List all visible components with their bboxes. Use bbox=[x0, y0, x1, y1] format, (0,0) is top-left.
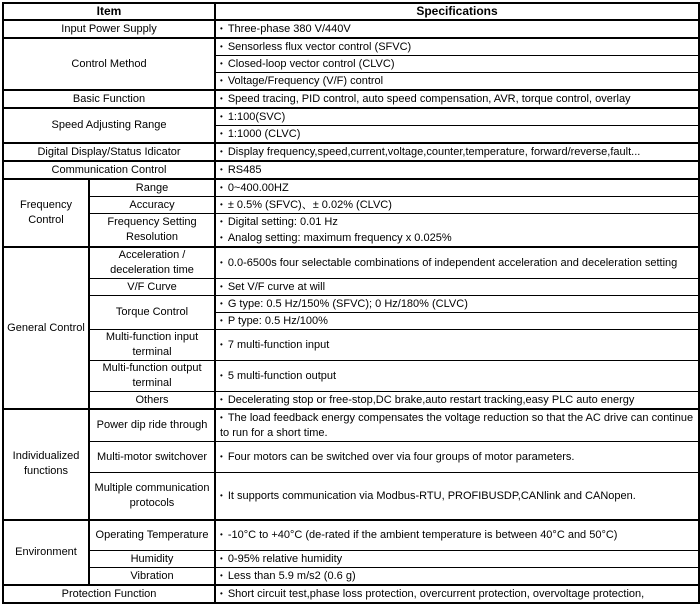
spec-line: • Less than 5.9 m/s2 (0.6 g) bbox=[220, 568, 694, 584]
spec-line: • 7 multi-function input bbox=[220, 337, 694, 353]
spec-multi-function-input bbox=[215, 330, 699, 361]
spec-speed-adjusting-range-1 bbox=[215, 126, 699, 144]
spec-line: • Speed tracing, PID control, auto speed compensation, AVR, torque control, overlay bbox=[220, 91, 694, 107]
item-multi-function-input: Multi-function input terminal bbox=[89, 330, 215, 361]
spec-torque-control-0 bbox=[215, 296, 699, 313]
spec-line: • G type: 0.5 Hz/150% (SFVC); 0 Hz/180% (CLVC) bbox=[220, 296, 694, 312]
spec-line: • It supports communication via Modbus-RTU, PROFIBUSDP,CANlink and CANopen. bbox=[220, 488, 694, 504]
spec-line: • Three-phase 380 V/440V bbox=[220, 21, 694, 37]
spec-line: • 5 multi-function output bbox=[220, 368, 694, 384]
spec-line: • Four motors can be switched over via four groups of motor parameters. bbox=[220, 449, 694, 465]
row-speed-adjusting-range-1 bbox=[3, 108, 699, 126]
row-basic-function bbox=[3, 90, 699, 108]
group-environment: Environment bbox=[3, 520, 89, 586]
spec-line: • Analog setting: maximum frequency x 0.025% bbox=[220, 230, 694, 246]
spec-line: • Short circuit test,phase loss protection, overcurrent protection, overvoltage protection, bbox=[220, 586, 694, 602]
spec-line: • 1:100(SVC) bbox=[220, 109, 694, 125]
row-frequency-setting-resolution bbox=[3, 214, 699, 248]
item-basic-function: Basic Function bbox=[3, 90, 215, 108]
spec-line: • -10°C to +40°C (de-rated if the ambient temperature is between 40°C and 50°C) bbox=[220, 527, 694, 543]
item-communication-control: Communication Control bbox=[3, 161, 215, 179]
spec-multi-motor-switchover bbox=[215, 442, 699, 473]
spec-line: • ± 0.5% (SFVC)、± 0.02% (CLVC) bbox=[220, 197, 694, 213]
spec-others bbox=[215, 392, 699, 410]
spec-line: • Set V/F curve at will bbox=[220, 279, 694, 295]
row-multi-function-output bbox=[3, 361, 699, 392]
spec-line: • P type: 0.5 Hz/100% bbox=[220, 313, 694, 329]
item-vibration: Vibration bbox=[89, 568, 215, 586]
spec-line: • Voltage/Frequency (V/F) control bbox=[220, 73, 694, 89]
row-accel-decel-time bbox=[3, 247, 699, 279]
row-vf-curve bbox=[3, 279, 699, 296]
spec-control-method-1 bbox=[215, 56, 699, 73]
row-operating-temperature bbox=[3, 520, 699, 551]
spec-basic-function bbox=[215, 90, 699, 108]
item-power-dip-ride-through: Power dip ride through bbox=[89, 409, 215, 442]
group-frequency-control: Frequency Control bbox=[3, 179, 89, 247]
spec-line: • Sensorless flux vector control (SFVC) bbox=[220, 39, 694, 55]
spec-line: • The load feedback energy compensates the voltage reduction so that the AC drive can continue to run for a short time. bbox=[220, 410, 694, 441]
row-vibration bbox=[3, 568, 699, 586]
row-others bbox=[3, 392, 699, 410]
row-digital-display bbox=[3, 143, 699, 161]
spec-line: • 0-95% relative humidity bbox=[220, 551, 694, 567]
row-frequency-accuracy bbox=[3, 197, 699, 214]
item-accel-decel-time: Acceleration / deceleration time bbox=[89, 247, 215, 279]
item-vf-curve: V/F Curve bbox=[89, 279, 215, 296]
spec-frequency-accuracy bbox=[215, 197, 699, 214]
row-input-power-supply bbox=[3, 20, 699, 38]
item-input-power-supply: Input Power Supply bbox=[3, 20, 215, 38]
spec-line: • Digital setting: 0.01 Hz bbox=[220, 214, 694, 230]
header-row bbox=[3, 3, 699, 20]
item-operating-temperature: Operating Temperature bbox=[89, 520, 215, 551]
item-frequency-setting-resolution: Frequency Setting Resolution bbox=[89, 214, 215, 248]
spec-vf-curve bbox=[215, 279, 699, 296]
spec-multiple-communication-protocols bbox=[215, 473, 699, 520]
spec-humidity bbox=[215, 551, 699, 568]
spec-line: • Closed-loop vector control (CLVC) bbox=[220, 56, 694, 72]
spec-communication-control bbox=[215, 161, 699, 179]
spec-accel-decel-time bbox=[215, 247, 699, 279]
group-general-control: General Control bbox=[3, 247, 89, 409]
row-power-dip-ride-through bbox=[3, 409, 699, 442]
spec-operating-temperature bbox=[215, 520, 699, 551]
spec-torque-control-1 bbox=[215, 313, 699, 330]
item-humidity: Humidity bbox=[89, 551, 215, 568]
spec-input-power-supply bbox=[215, 20, 699, 38]
item-frequency-range: Range bbox=[89, 179, 215, 197]
row-multiple-communication-protocols bbox=[3, 473, 699, 520]
row-torque-control-1 bbox=[3, 296, 699, 313]
spec-speed-adjusting-range-0 bbox=[215, 108, 699, 126]
row-protection-function bbox=[3, 585, 699, 603]
row-humidity bbox=[3, 551, 699, 568]
item-multiple-communication-protocols: Multiple communication protocols bbox=[89, 473, 215, 520]
header-specifications: Specifications bbox=[215, 3, 699, 20]
spec-line: • Decelerating stop or free-stop,DC brake,auto restart tracking,easy PLC auto energy bbox=[220, 392, 694, 408]
specifications-table bbox=[2, 2, 700, 604]
row-frequency-range bbox=[3, 179, 699, 197]
item-torque-control: Torque Control bbox=[89, 296, 215, 330]
spec-control-method-0 bbox=[215, 38, 699, 56]
header-item: Item bbox=[3, 3, 215, 20]
group-individualized-functions: Individualized functions bbox=[3, 409, 89, 520]
spec-control-method-2 bbox=[215, 73, 699, 91]
item-others: Others bbox=[89, 392, 215, 410]
spec-line: • 0.0-6500s four selectable combinations of independent acceleration and deceleration setting bbox=[220, 255, 694, 271]
spec-multi-function-output bbox=[215, 361, 699, 392]
spec-line: • 0~400.00HZ bbox=[220, 180, 694, 196]
spec-vibration bbox=[215, 568, 699, 586]
spec-line: • RS485 bbox=[220, 162, 694, 178]
spec-digital-display bbox=[215, 143, 699, 161]
row-control-method-1 bbox=[3, 38, 699, 56]
spec-line: • Display frequency,speed,current,voltage,counter,temperature, forward/reverse,fault... bbox=[220, 144, 694, 160]
spec-frequency-setting-resolution bbox=[215, 214, 699, 248]
item-digital-display: Digital Display/Status Idicator bbox=[3, 143, 215, 161]
spec-power-dip-ride-through bbox=[215, 409, 699, 442]
spec-frequency-range bbox=[215, 179, 699, 197]
spec-protection-function bbox=[215, 585, 699, 603]
spec-line: • 1:1000 (CLVC) bbox=[220, 126, 694, 142]
item-multi-motor-switchover: Multi-motor switchover bbox=[89, 442, 215, 473]
row-multi-function-input bbox=[3, 330, 699, 361]
item-speed-adjusting-range: Speed Adjusting Range bbox=[3, 108, 215, 143]
item-control-method: Control Method bbox=[3, 38, 215, 90]
item-protection-function: Protection Function bbox=[3, 585, 215, 603]
item-frequency-accuracy: Accuracy bbox=[89, 197, 215, 214]
row-multi-motor-switchover bbox=[3, 442, 699, 473]
item-multi-function-output: Multi-function output terminal bbox=[89, 361, 215, 392]
row-communication-control bbox=[3, 161, 699, 179]
